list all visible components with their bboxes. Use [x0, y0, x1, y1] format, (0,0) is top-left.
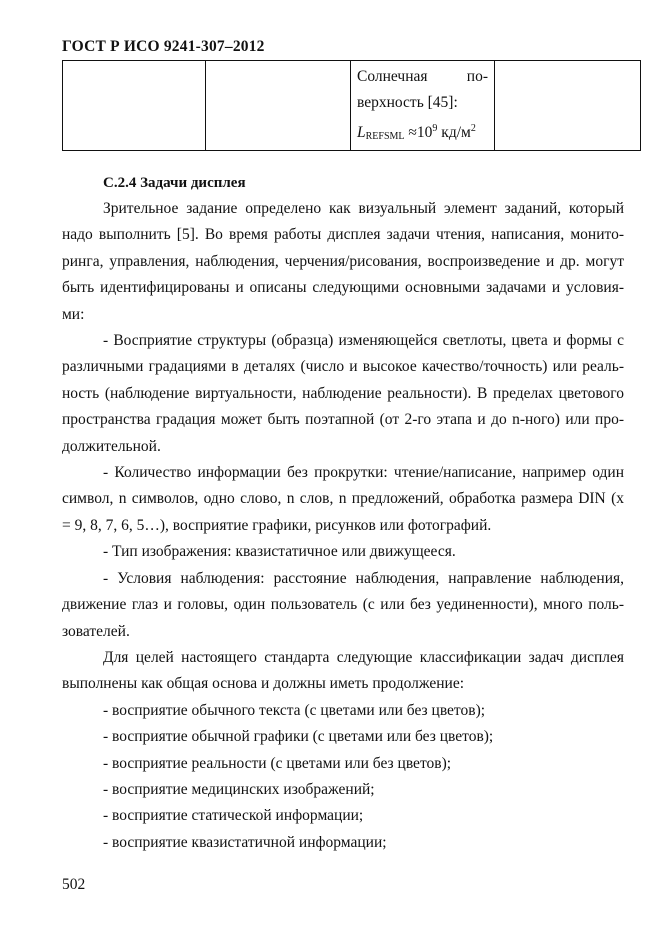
continued-table [62, 60, 641, 151]
cell-word: по- [466, 68, 488, 85]
luminance-symbol: L [357, 124, 366, 141]
text-line: ми: [62, 305, 85, 323]
text-line: быть идентифицированы и описаны следующими основными задачами и условия- [62, 279, 624, 297]
luminance-subscript: REFSML [365, 131, 405, 142]
document-header: ГОСТ Р ИСО 9241-307–2012 [62, 38, 265, 55]
section-body [62, 196, 624, 856]
table-cell-empty-2 [206, 61, 351, 151]
text-line: = 9, 8, 7, 6, 5…), восприятие графики, рисунков или фотографий. [62, 516, 492, 534]
paragraph [62, 645, 624, 698]
luminance-formula [357, 116, 488, 150]
text-line: Для целей настоящего стандарта следующие классификации задач дисплея [103, 648, 624, 666]
list-item: - восприятие статической информации; [103, 807, 364, 825]
paragraph [62, 566, 624, 645]
paragraph [62, 328, 624, 460]
text-line: выполнены как общая основа и должны иметь продолжение: [62, 675, 465, 693]
list-item: - восприятие квазистатичной информации; [103, 833, 387, 851]
cell-line-1 [357, 64, 488, 90]
text-line: - Количество информации без прокрутки: чтение/написание, например один [103, 464, 624, 482]
text-line: зователей. [62, 622, 130, 640]
paragraph [62, 539, 624, 565]
text-line: Зрительное задание определено как визуальный элемент заданий, который [103, 200, 624, 217]
text-line: - Тип изображения: квазистатичное или движущееся. [103, 543, 456, 561]
list-item: - восприятие медицинских изображений; [103, 780, 375, 798]
list-item: - восприятие реальности (с цветами или без цветов); [103, 754, 452, 772]
text-line: символ, n символов, одно слово, n слов, n предложений, обработка размера DIN (x [62, 490, 624, 508]
paragraph [62, 460, 624, 539]
table-cell-empty-1 [63, 61, 206, 151]
text-line: ность (наблюдение виртуальности, наблюдение реальности). В пределах цветового [62, 384, 624, 402]
text-line: различными градациями в деталях (число и высокое качество/точность) или реаль- [62, 358, 624, 376]
text-line: пространства градация может быть поэтапной (от 2-го этапа и до n-ного) или про- [62, 411, 624, 429]
text-line: надо выполнить [5]. Во время работы дисплея задачи чтения, написания, монито- [62, 226, 624, 244]
exponent: 9 [432, 123, 438, 134]
table-cell-empty-4 [495, 61, 641, 151]
table-cell-luminance [351, 61, 495, 151]
list-item: - восприятие обычной графики (с цветами или без цветов); [103, 728, 494, 746]
section-heading: С.2.4 Задачи дисплея [103, 175, 246, 191]
approx-value: ≈10 [404, 124, 433, 141]
text-line: - Условия наблюдения: расстояние наблюдения, направление наблюдения, [103, 569, 624, 587]
task-list [62, 698, 624, 856]
text-line: должительной. [62, 437, 161, 455]
text-line: ринга, управления, наблюдения, черчения/рисования, воспроизведение и др. могут [62, 252, 624, 270]
table-row [63, 61, 641, 151]
unit: кд/м [437, 124, 471, 141]
unit-exponent: 2 [470, 123, 476, 134]
cell-word: Солнечная [357, 68, 428, 85]
list-item: - восприятие обычного текста (с цветами или без цветов); [103, 701, 486, 719]
page-number: 502 [62, 876, 86, 893]
text-line: движение глаз и головы, один пользователь (с или без уединенности), много поль- [62, 596, 624, 614]
text-line: - Восприятие структуры (образца) изменяющейся светлоты, цвета и формы с [103, 332, 624, 350]
paragraph [62, 196, 624, 328]
cell-line-2: верхность [45]: [357, 94, 458, 111]
